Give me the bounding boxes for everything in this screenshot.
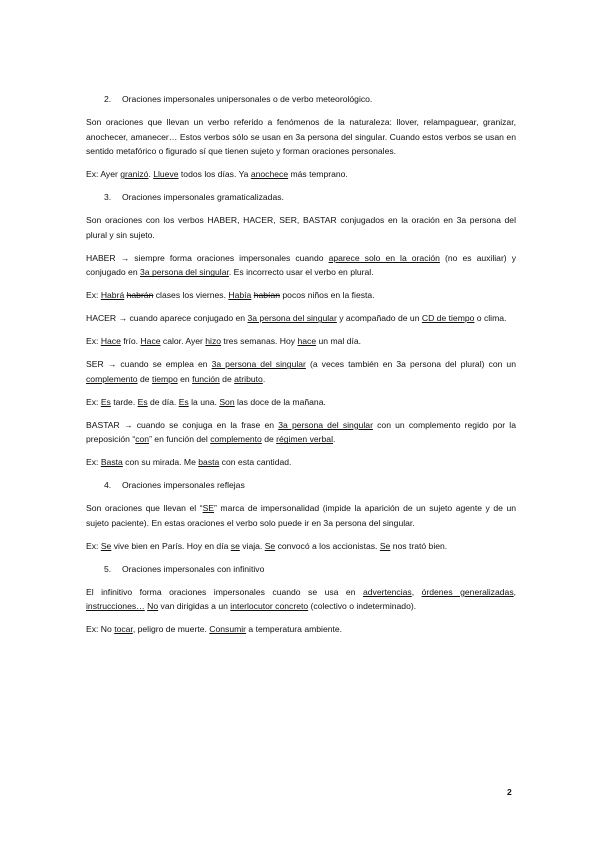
paragraph-bastar: BASTAR → cuando se conjuga en la frase en 3a persona del singular con un complemento regido por la preposición “con” en función del complemento de régimen verbal. — [86, 419, 516, 445]
example-line: Ex: Es tarde. Es de día. Es la una. Son las doce de la mañana. — [86, 396, 326, 407]
heading-number: 3. — [104, 192, 112, 203]
paragraph: Son oraciones que llevan el “SE” marca de impersonalidad (impide la aparición de un sujeto agente y de un sujeto paciente). En estas oraciones el verbo solo puede ir en 3a persona del singular. — [86, 503, 516, 528]
heading-section-3 — [86, 190, 516, 205]
example-line: Ex: No tocar, peligro de muerte. Consumir a temperatura ambiente. — [86, 624, 343, 635]
paragraph: Son oraciones que llevan un verbo referido a fenómenos de la naturaleza: llover, relampaguear, granizar, anochecer, amanecer… Estos verbos sólo se usan en 3a persona del singular. Cuando estos verbos se usan en sentido metafórico o figurado sí que tienen sujeto y forman oraciones personales. — [86, 116, 516, 157]
paragraph-ser: SER → cuando se emplea en 3a persona del singular (a veces también en 3a persona del plural) con un complemento de tiempo en función de atributo. — [86, 359, 516, 384]
heading-title: Oraciones impersonales unipersonales o de verbo meteorológico. — [122, 94, 373, 104]
example-line: Ex: Se vive bien en París. Hoy en día se viaja. Se convocó a los accionistas. Se nos trató bien. — [86, 540, 448, 551]
example-line: Ex: Habrá habrán clases los viernes. Había habían pocos niños en la fiesta. — [86, 290, 375, 301]
heading-title: Oraciones impersonales con infinitivo — [122, 563, 265, 574]
document-body — [86, 92, 516, 645]
heading-number: 5. — [104, 563, 112, 574]
example-line: Ex: Hace frío. Hace calor. Ayer hizo tres semanas. Hoy hace un mal día. — [86, 336, 362, 347]
heading-section-5 — [86, 562, 516, 577]
heading-section-4 — [86, 478, 516, 493]
paragraph-hacer: HACER → cuando aparece conjugado en 3a persona del singular y acompañado de un CD de tiempo o clima. — [86, 313, 507, 324]
heading-title: Oraciones impersonales reflejas — [122, 480, 245, 491]
heading-title: Oraciones impersonales gramaticalizadas. — [122, 192, 284, 203]
paragraph: El infinitivo forma oraciones impersonales cuando se usa en advertencias, órdenes generalizadas, instrucciones… No van dirigidas a un interlocutor concreto (colectivo o indeterminado). — [86, 586, 517, 612]
example-line: Ex: Ayer granizó. Llueve todos los días. Ya anochece más temprano. — [86, 169, 348, 180]
heading-number: 4. — [104, 480, 112, 491]
paragraph-haber: HABER → siempre forma oraciones impersonales cuando aparece solo en la oración (no es auxiliar) y conjugado en 3a persona del singular. Es incorrecto usar el verbo en plural. — [86, 252, 516, 278]
heading-number: 2. — [104, 94, 112, 104]
paragraph: Son oraciones con los verbos HABER, HACER, SER, BASTAR conjugados en la oración en 3a persona del plural y sin sujeto. — [86, 215, 516, 240]
page-number: 2 — [507, 787, 512, 797]
heading-section-2 — [86, 92, 516, 107]
example-line: Ex: Basta con su mirada. Me basta con esta cantidad. — [86, 457, 292, 468]
